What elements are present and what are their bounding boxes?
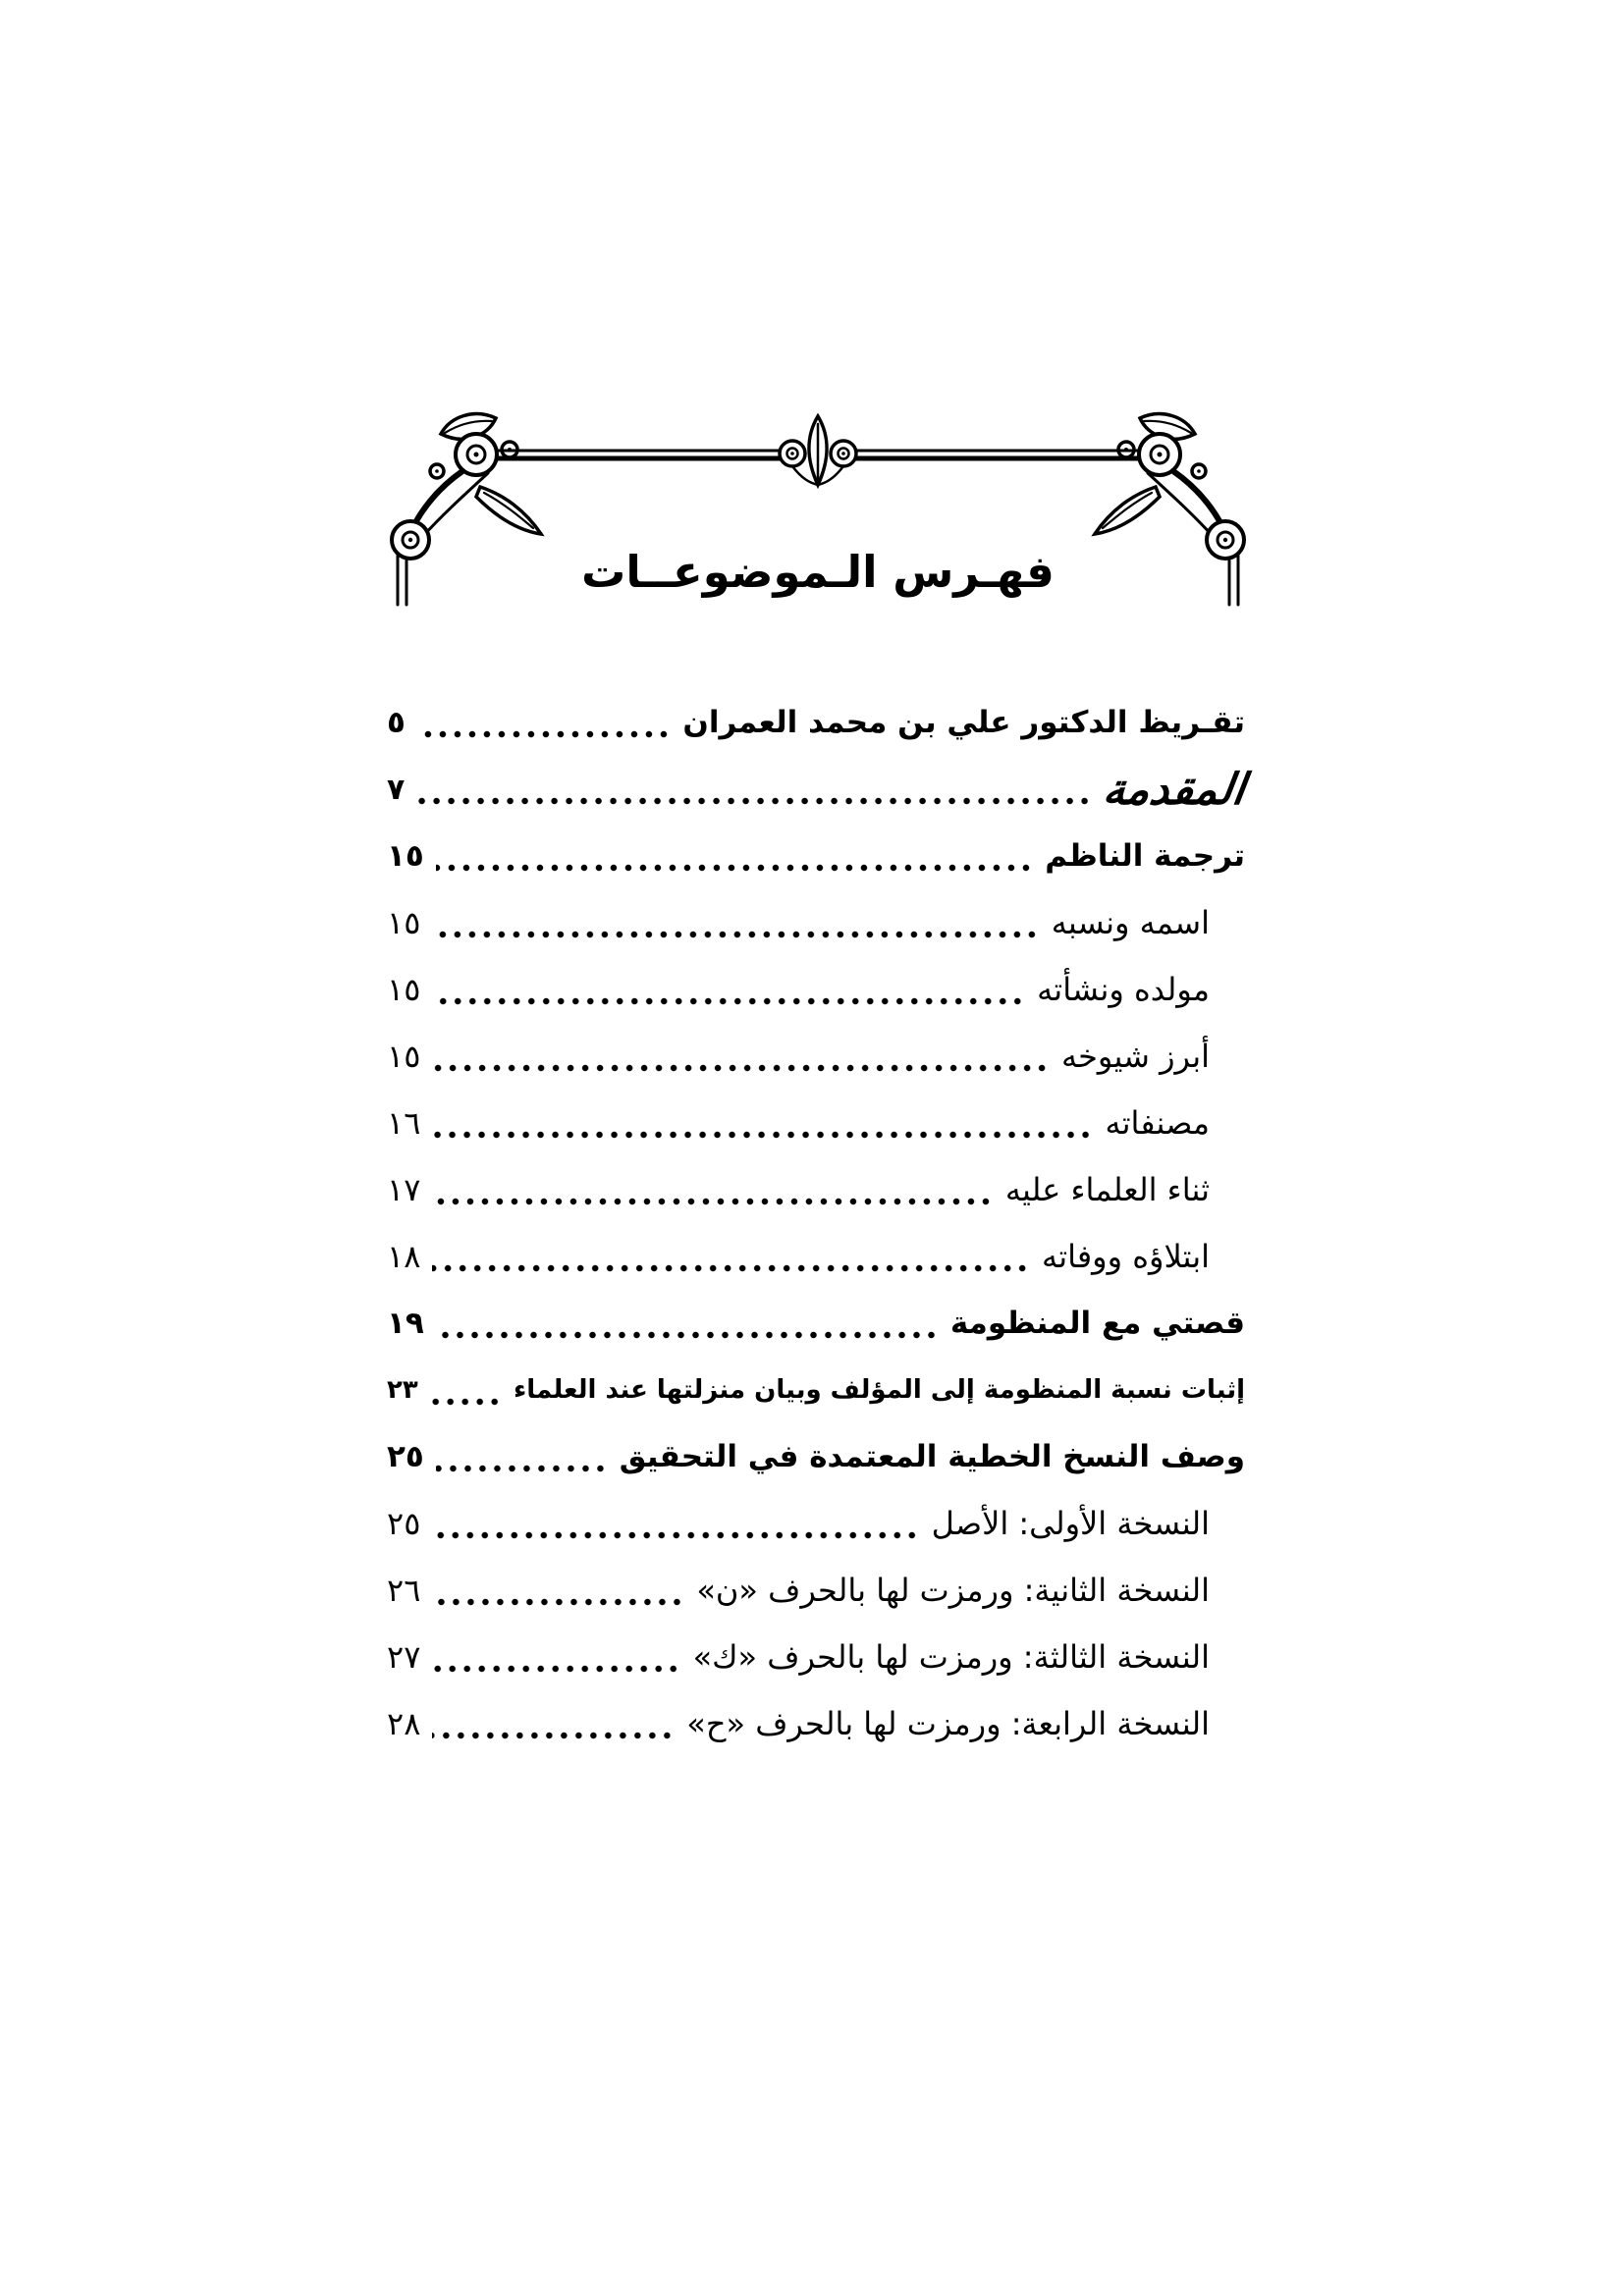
page-number: ٢٥ — [387, 1505, 421, 1542]
dotted-leader — [417, 730, 671, 738]
dotted-leader — [432, 997, 1025, 1005]
toc-row — [387, 756, 1249, 823]
dotted-leader — [416, 797, 1092, 805]
toc-entry-label: المقدمة — [1100, 764, 1249, 815]
page-title: فهـرس الـموضوعــات — [581, 546, 1055, 598]
toc-row — [387, 1624, 1245, 1690]
toc-entry-label: مولده ونشأته — [1037, 971, 1210, 1008]
toc-entry-label: النسخة الثانية: ورمزت لها بالحرف «ن» — [696, 1572, 1210, 1609]
dotted-leader — [432, 1198, 993, 1205]
toc-row — [387, 1223, 1245, 1290]
toc-entry-label: اسمه ونسبه — [1051, 904, 1210, 941]
dotted-leader — [432, 1732, 675, 1739]
toc-row — [387, 1423, 1245, 1490]
toc-entry-label: ترجمة الناظم — [1045, 838, 1245, 874]
toc-row — [387, 1557, 1245, 1624]
toc-entry-label: النسخة الرابعة: ورمزت لها بالحرف «ح» — [686, 1705, 1210, 1742]
toc-row — [387, 689, 1245, 756]
dotted-leader — [432, 1531, 919, 1539]
toc-entry-label: إثبات نسبة المنظومة إلى المؤلف وبيان منزلتها عند العلماء — [513, 1375, 1245, 1405]
dotted-leader — [432, 1264, 1030, 1272]
page-number: ٥ — [387, 705, 406, 740]
dotted-leader — [436, 1331, 939, 1339]
toc-entry-label: وصف النسخ الخطية المعتمدة في التحقيق — [619, 1439, 1245, 1474]
page-number: ١٥ — [387, 904, 421, 941]
toc-row — [387, 1156, 1245, 1223]
toc-row — [387, 1090, 1245, 1156]
toc-row — [387, 1023, 1245, 1090]
toc-row — [387, 1290, 1245, 1357]
page-number: ١٨ — [387, 1238, 421, 1275]
page-number: ٢٧ — [387, 1638, 421, 1676]
page-number: ٢٥ — [387, 1439, 424, 1474]
center-flower-ornament — [780, 416, 856, 485]
dotted-leader — [432, 1131, 1093, 1139]
dotted-leader — [432, 1064, 1050, 1072]
page-number: ١٦ — [387, 1104, 421, 1142]
toc-entry-label: تقـريظ الدكتور علي بن محمد العمران — [682, 705, 1245, 740]
dotted-leader — [432, 1665, 680, 1673]
page-number: ٢٦ — [387, 1572, 421, 1609]
corner-flourish-left — [392, 414, 541, 559]
toc-entry-label: أبرز شيوخه — [1060, 1038, 1210, 1075]
toc-entry-label: مصنفاته — [1105, 1104, 1210, 1142]
dotted-leader — [432, 1598, 684, 1606]
toc-row — [387, 889, 1245, 956]
toc-row — [387, 1690, 1245, 1757]
dotted-leader — [432, 931, 1039, 938]
page-number: ١٥ — [387, 1038, 421, 1075]
toc-entry-label: قصتي مع المنظومة — [949, 1306, 1245, 1341]
page-number: ٢٣ — [387, 1375, 418, 1405]
toc-entry-label: النسخة الأولى: الأصل — [931, 1505, 1210, 1542]
toc-entry-label: ثناء العلماء عليه — [1004, 1171, 1210, 1208]
page-number: ٧ — [387, 772, 406, 807]
corner-flourish-right — [1095, 414, 1244, 559]
page-number: ٢٨ — [387, 1705, 421, 1742]
dotted-leader — [436, 1465, 608, 1472]
toc-row — [387, 956, 1245, 1023]
toc-list — [387, 689, 1249, 1757]
page-number: ١٥ — [387, 838, 424, 874]
page-number: ١٥ — [387, 971, 421, 1008]
dotted-leader — [430, 1398, 502, 1406]
toc-row — [387, 823, 1245, 889]
toc-entry-label: النسخة الثالثة: ورمزت لها بالحرف «ك» — [692, 1638, 1210, 1676]
toc-row — [387, 1490, 1245, 1557]
dotted-leader — [436, 864, 1033, 872]
page-number: ١٩ — [387, 1306, 424, 1341]
toc-row — [387, 1357, 1245, 1423]
page-number: ١٧ — [387, 1171, 421, 1208]
toc-entry-label: ابتلاؤه ووفاته — [1042, 1238, 1210, 1275]
